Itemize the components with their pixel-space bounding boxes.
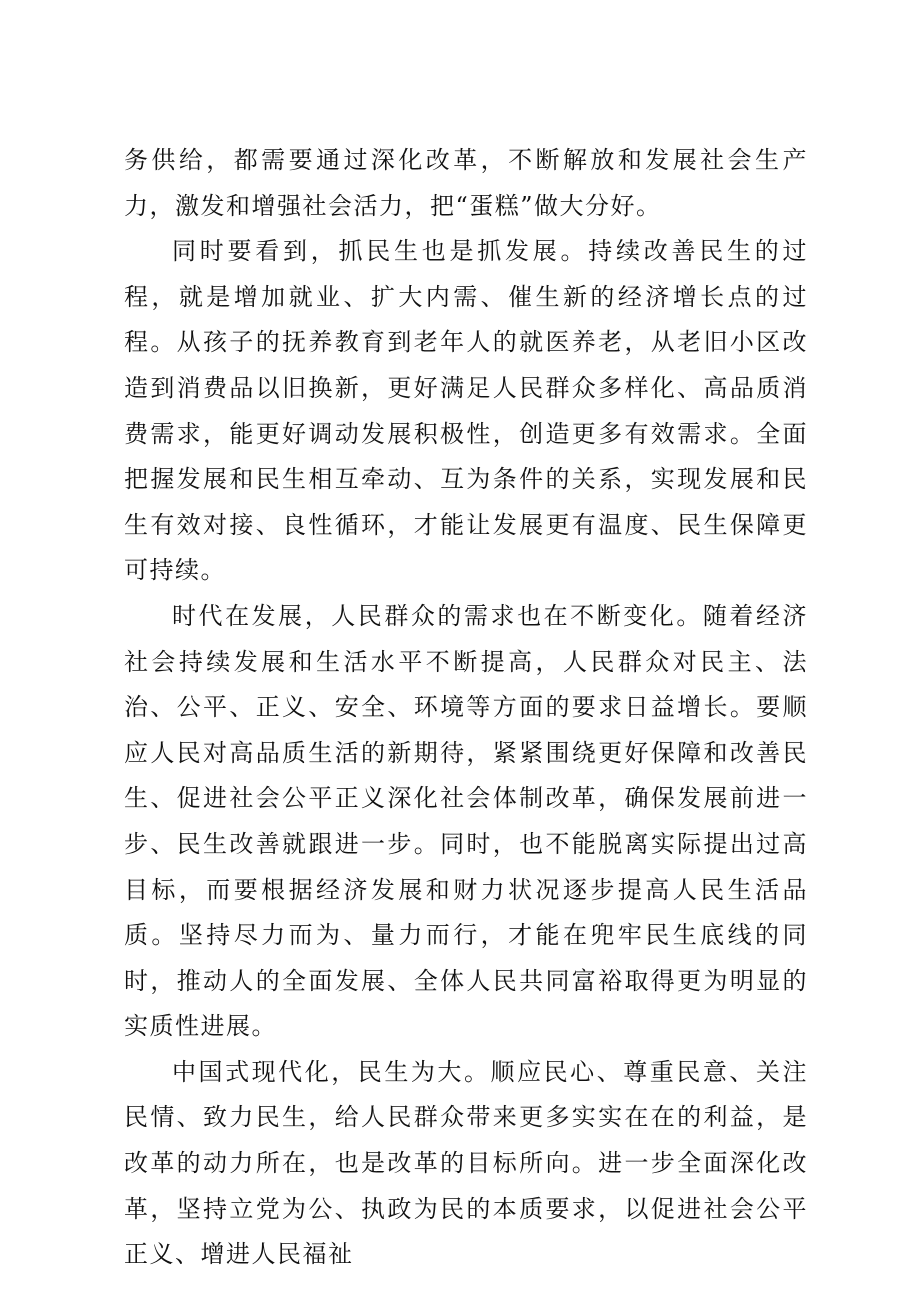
paragraph-2: 同时要看到，抓民生也是抓发展。持续改善民生的过程，就是增加就业、扩大内需、催生新的经济增长点的过程。从孩子的抚养教育到老年人的就医养老，从老旧小区改造到消费品以旧换新，更好满足人民群众多样化、高品质消费需求，能更好调动发展积极性，创造更多有效需求。全面把握发展和民生相互牵动、互为条件的关系，实现发展和民生有效对接、良性循环，才能让发展更有温度、民生保障更可持续。: [124, 237, 808, 585]
paragraph-1: 务供给，都需要通过深化改革，不断解放和发展社会生产力，激发和增强社会活力，把“蛋糕”做大分好。: [124, 146, 808, 220]
paragraph-3: 时代在发展，人民群众的需求也在不断变化。随着经济社会持续发展和生活水平不断提高，人民群众对民主、法治、公平、正义、安全、环境等方面的要求日益增长。要顺应人民对高品质生活的新期待，紧紧围绕更好保障和改善民生、促进社会公平正义深化社会体制改革，确保发展前进一步、民生改善就跟进一步。同时，也不能脱离实际提出过高目标，而要根据经济发展和财力状况逐步提高人民生活品质。坚持尽力而为、量力而行，才能在兜牢民生底线的同时，推动人的全面发展、全体人民共同富裕取得更为明显的实质性进展。: [124, 601, 808, 1041]
paragraph-4: 中国式现代化，民生为大。顺应民心、尊重民意、关注民情、致力民生，给人民群众带来更多实实在在的利益，是改革的动力所在，也是改革的目标所向。进一步全面深化改革，坚持立党为公、执政为民的本质要求，以促进社会公平正义、增进人民福祉: [124, 1057, 808, 1269]
body-text: [124, 138, 808, 1278]
